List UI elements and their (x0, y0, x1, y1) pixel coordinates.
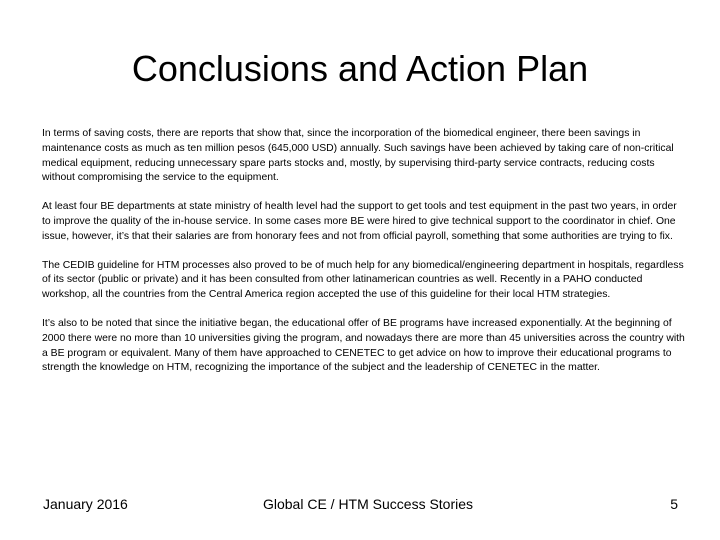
paragraph-cedib-guideline: The CEDIB guideline for HTM processes also proved to be of much help for any biomedical/engineering department in hospitals, regardless of its sector (public or private) and it has been consulted from other latinamerican countries as well. Recently in a PAHO conducted workshop, all the countries from the Central America region accepted the use of this guideline for their local HTM strategies. (42, 259, 684, 301)
footer-date: January 2016 (43, 496, 128, 512)
footer-title: Global CE / HTM Success Stories (262, 496, 474, 512)
paragraph-saving-costs: In terms of saving costs, there are reports that show that, since the incorporation of the biomedical engineer, there been savings in maintenance costs as much as ten million pesos (645,000 USD) annually. Such savings have been achieved by taking care of non-critical medical equipment, reducing unnecessary spare parts stocks and, mostly, by supervising third-party service contracts, reducing costs without compromising the service to the equipment. (42, 128, 674, 184)
paragraph-be-departments: At least four BE departments at state ministry of health level had the support to get tools and test equipment in the past two years, in order to improve the quality of the in-house service. In some cases more BE were hired to give technical support to the coordinator in chief. One issue, however, it’s that their salaries are from honorary fees and not from official payroll, something that some authorities are trying to fix. (42, 201, 677, 242)
slide-body (42, 127, 688, 390)
page-number: 5 (670, 496, 678, 512)
paragraph-educational-offer: It’s also to be noted that since the initiative began, the educational offer of BE programs have increased exponentially. At the beginning of 2000 there were no more than 10 universities giving the program, and nowadays there are more than 45 universities across the country with a BE program or equivalent. Many of them have approached to CENETEC to get advice on how to improve their educational programs to strength the knowledge on HTM, recognizing the importance of the subject and the leadership of CENETEC in the matter. (42, 317, 685, 374)
slide-title: Conclusions and Action Plan (131, 48, 589, 89)
